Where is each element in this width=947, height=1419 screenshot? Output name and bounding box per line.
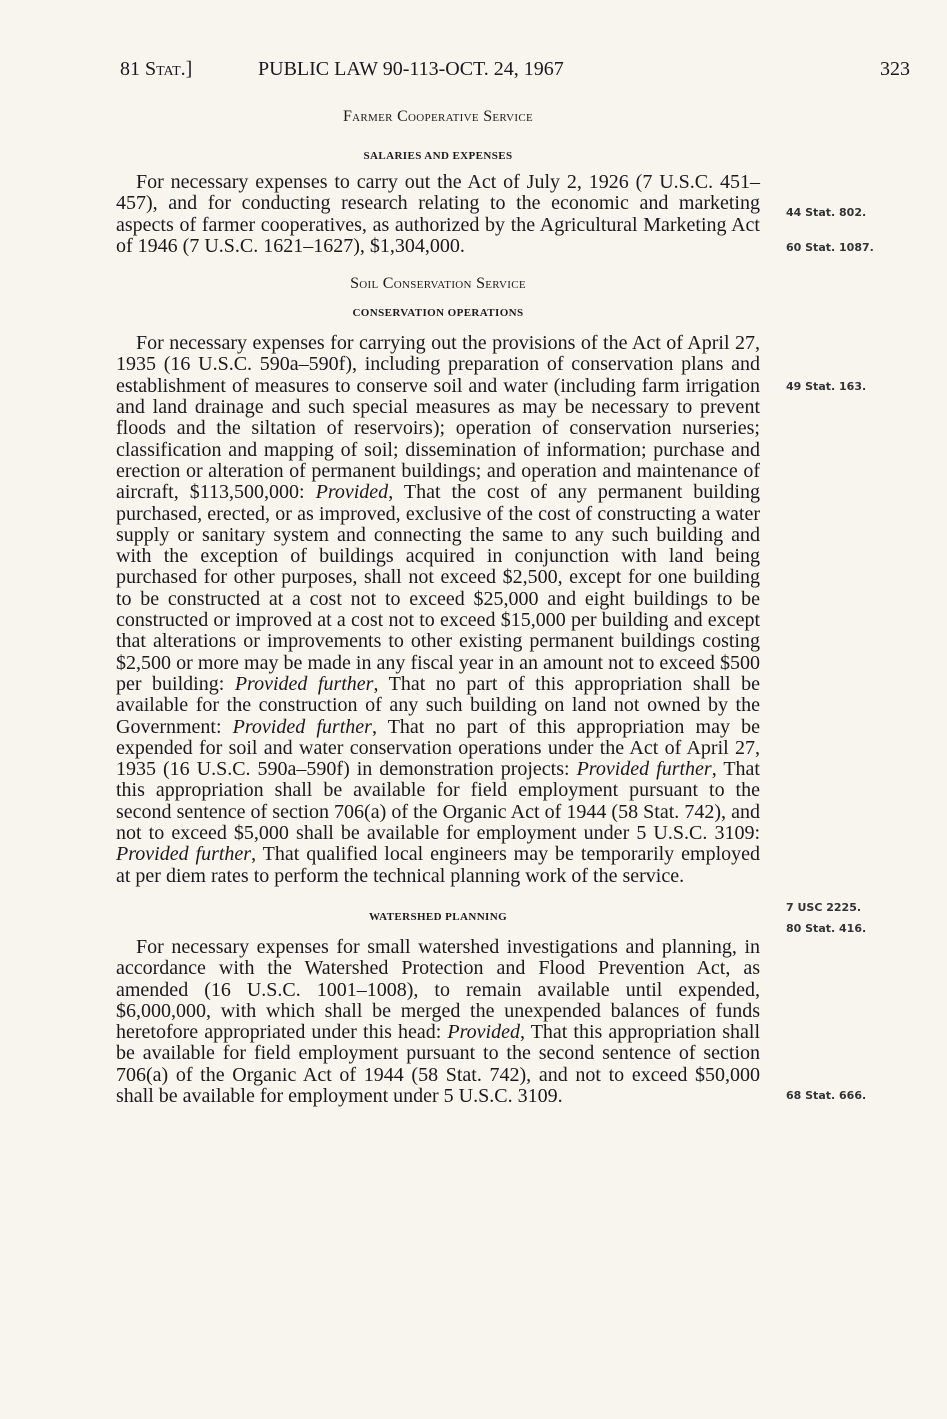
paragraph-soil: For necessary expenses for carrying out the provisions of the Act of April 27, 1935 (16 U.S.C. 590a–590f), including preparation of conservation plans and establishment of measures to conserve soil and water (including farm irrigation and land drainage and such special measures as may be necessary to prevent floods and the siltation of reservoirs); operation of conservation nurseries; classification and mapping of soil; dissemination of information; purchase and erection or alteration of permanent buildings; and operation and maintenance of aircraft, $113,500,000: Provided, That the cost of any permanent building purchased, erected, or as improved, exclusive of the cost of constructing a water supply or sanitary system and connecting the same to any such building and with the exception of buildings acquired in conjunction with land being purchased for other purposes, shall not exceed $2,500, except for one building to be constructed at a cost not to exceed $25,000 and eight buildings to be constructed or improved at a cost not to exceed $15,000 per building and except that alterations or improvements to other existing permanent buildings costing $2,500 or more may be made in any fiscal year in an amount not to exceed $500 per building: Provided further, That no part of this appropriation shall be available for the construction of any such building on land not owned by the Government: Provided further, That no part of this appropriation may be expended for soil and water conservation operations under the Act of April 27, 1935 (16 U.S.C. 590a–590f) in demonstration projects: Provided further, That this appropriation shall be available for field employment pursuant to the second sentence of section 706(a) of the Organic Act of 1944 (58 Stat. 742), and not to exceed $5,000 shall be available for employment under 5 U.S.C. 3109: Provided further, That qualified local engineers may be temporarily employed at per diem rates to perform the technical planning work of the service. <box>116 332 761 887</box>
paragraph-farmer: For necessary expenses to carry out the Act of July 2, 1926 (7 U.S.C. 451–457), and for conducting research relating to the economic and marketing aspects of farmer cooperatives, as authorized by the Agricultural Marketing Act of 1946 (7 U.S.C. 1621–1627), $1,304,000. <box>116 171 760 257</box>
page-number: 323 <box>880 58 910 80</box>
paragraph-watershed: For necessary expenses for small watershed investigations and planning, in accordance with the Watershed Protection and Flood Prevention Act, as amended (16 U.S.C. 1001–1008), to remain available until expended, $6,000,000, with which shall be merged the unexpended balances of funds heretofore appropriated under this head: Provided, That this appropriation shall be available for field employment pursuant to the second sentence of section 706(a) of the Organic Act of 1944 (58 Stat. 742), and not to exceed $50,000 shall be available for employment under 5 U.S.C. 3109. <box>116 935 760 1107</box>
section-title-farmer: Farmer Cooperative Service <box>342 108 534 125</box>
margin-note: 60 Stat. 1087. <box>786 241 874 254</box>
subtitle-watershed: WATERSHED PLANNING <box>368 910 508 923</box>
margin-note: 49 Stat. 163. <box>786 380 867 393</box>
subtitle-salaries: SALARIES AND EXPENSES <box>363 150 513 162</box>
statute-volume: 81 Stat.] <box>120 58 193 80</box>
section-title-soil: Soil Conservation Service <box>350 275 526 293</box>
margin-note: 7 USC 2225. <box>786 901 862 914</box>
body-column <box>116 100 760 1107</box>
page-header <box>120 58 910 88</box>
subtitle-conservation: CONSERVATION OPERATIONS <box>352 307 524 320</box>
margin-note: 68 Stat. 666. <box>786 1089 867 1102</box>
margin-note: 80 Stat. 416. <box>786 922 867 935</box>
page-title: PUBLIC LAW 90-113-OCT. 24, 1967 <box>258 58 564 80</box>
margin-note: 44 Stat. 802. <box>786 206 867 219</box>
